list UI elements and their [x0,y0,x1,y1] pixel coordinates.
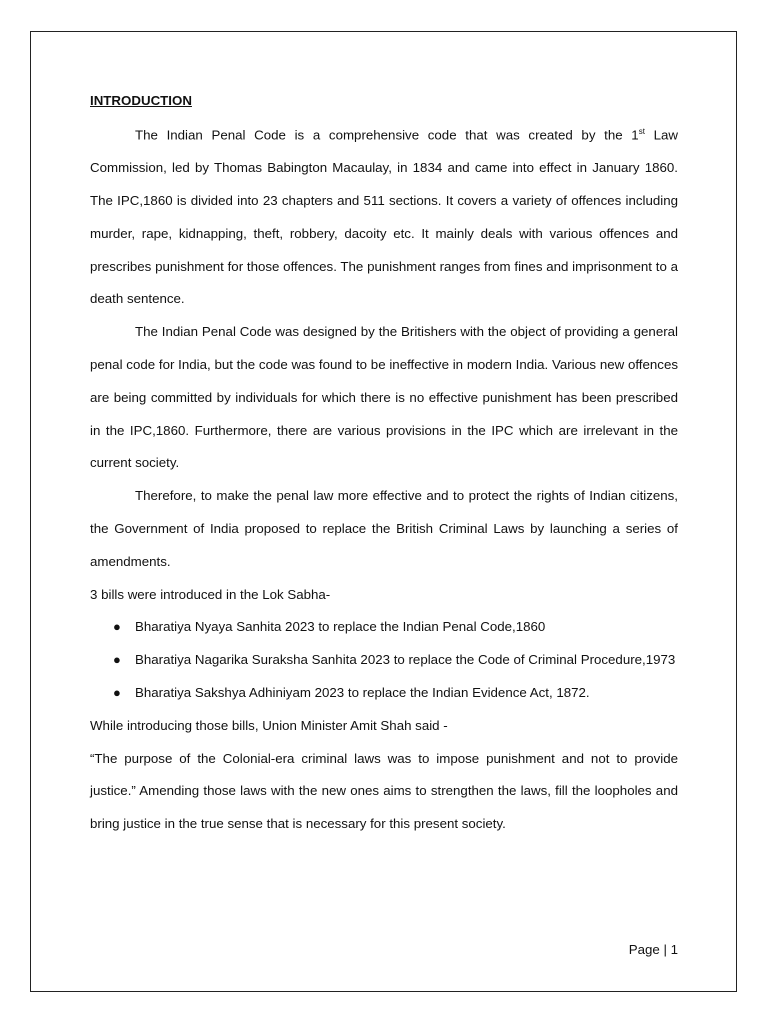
bullet-icon: ● [113,619,121,635]
paragraph-1 [90,116,678,316]
bills-list [90,611,678,709]
list-item [90,644,678,677]
bills-intro: 3 bills were introduced in the Lok Sabha- [90,586,331,602]
list-item [90,611,678,644]
section-heading: INTRODUCTION [90,93,192,108]
document-body [90,86,678,841]
bill-text: Bharatiya Nyaya Sanhita 2023 to replace the Indian Penal Code,1860 [135,619,546,635]
page-number: Page | 1 [628,942,678,957]
quote-intro: While introducing those bills, Union Minister Amit Shah said - [90,717,448,733]
list-item [90,677,678,710]
bullet-icon: ● [113,684,121,700]
quote-paragraph: “The purpose of the Colonial-era criminal laws was to impose punishment and not to provide justice.” Amending those laws with the new ones aims to strengthen the laws, fill the loopholes and bring justice in the true sense that is necessary for this present society. [90,750,678,832]
paragraph-1-start: The Indian Penal Code is a comprehensive code that was created by the 1 [135,127,639,143]
bullet-icon: ● [113,652,121,668]
paragraph-1-end: Law Commission, led by Thomas Babington Macaulay, in 1834 and came into effect in January 1860. The IPC,1860 is divided into 23 chapters and 511 sections. It covers a variety of offences including murder, rape, kidnapping, theft, robbery, dacoity etc. It mainly deals with various offences and prescribes punishment for those offences. The punishment ranges from fines and imprisonment to a death sentence. [90,127,678,307]
ordinal-suffix: st [638,127,645,136]
paragraph-2: The Indian Penal Code was designed by the Britishers with the object of providing a general penal code for India, but the code was found to be ineffective in modern India. Various new offences are being committed by individuals for which there is no effective punishment has been prescribed in the IPC,1860. Furthermore, there are various provisions in the IPC which are irrelevant in the current society. [90,324,678,471]
paragraph-3: Therefore, to make the penal law more effective and to protect the rights of Indian citizens, the Government of India proposed to replace the British Criminal Laws by launching a series of amendments. [90,488,678,569]
bill-text: Bharatiya Nagarika Suraksha Sanhita 2023 to replace the Code of Criminal Procedure,1973 [135,652,676,668]
bill-text: Bharatiya Sakshya Adhiniyam 2023 to replace the Indian Evidence Act, 1872. [135,684,590,700]
